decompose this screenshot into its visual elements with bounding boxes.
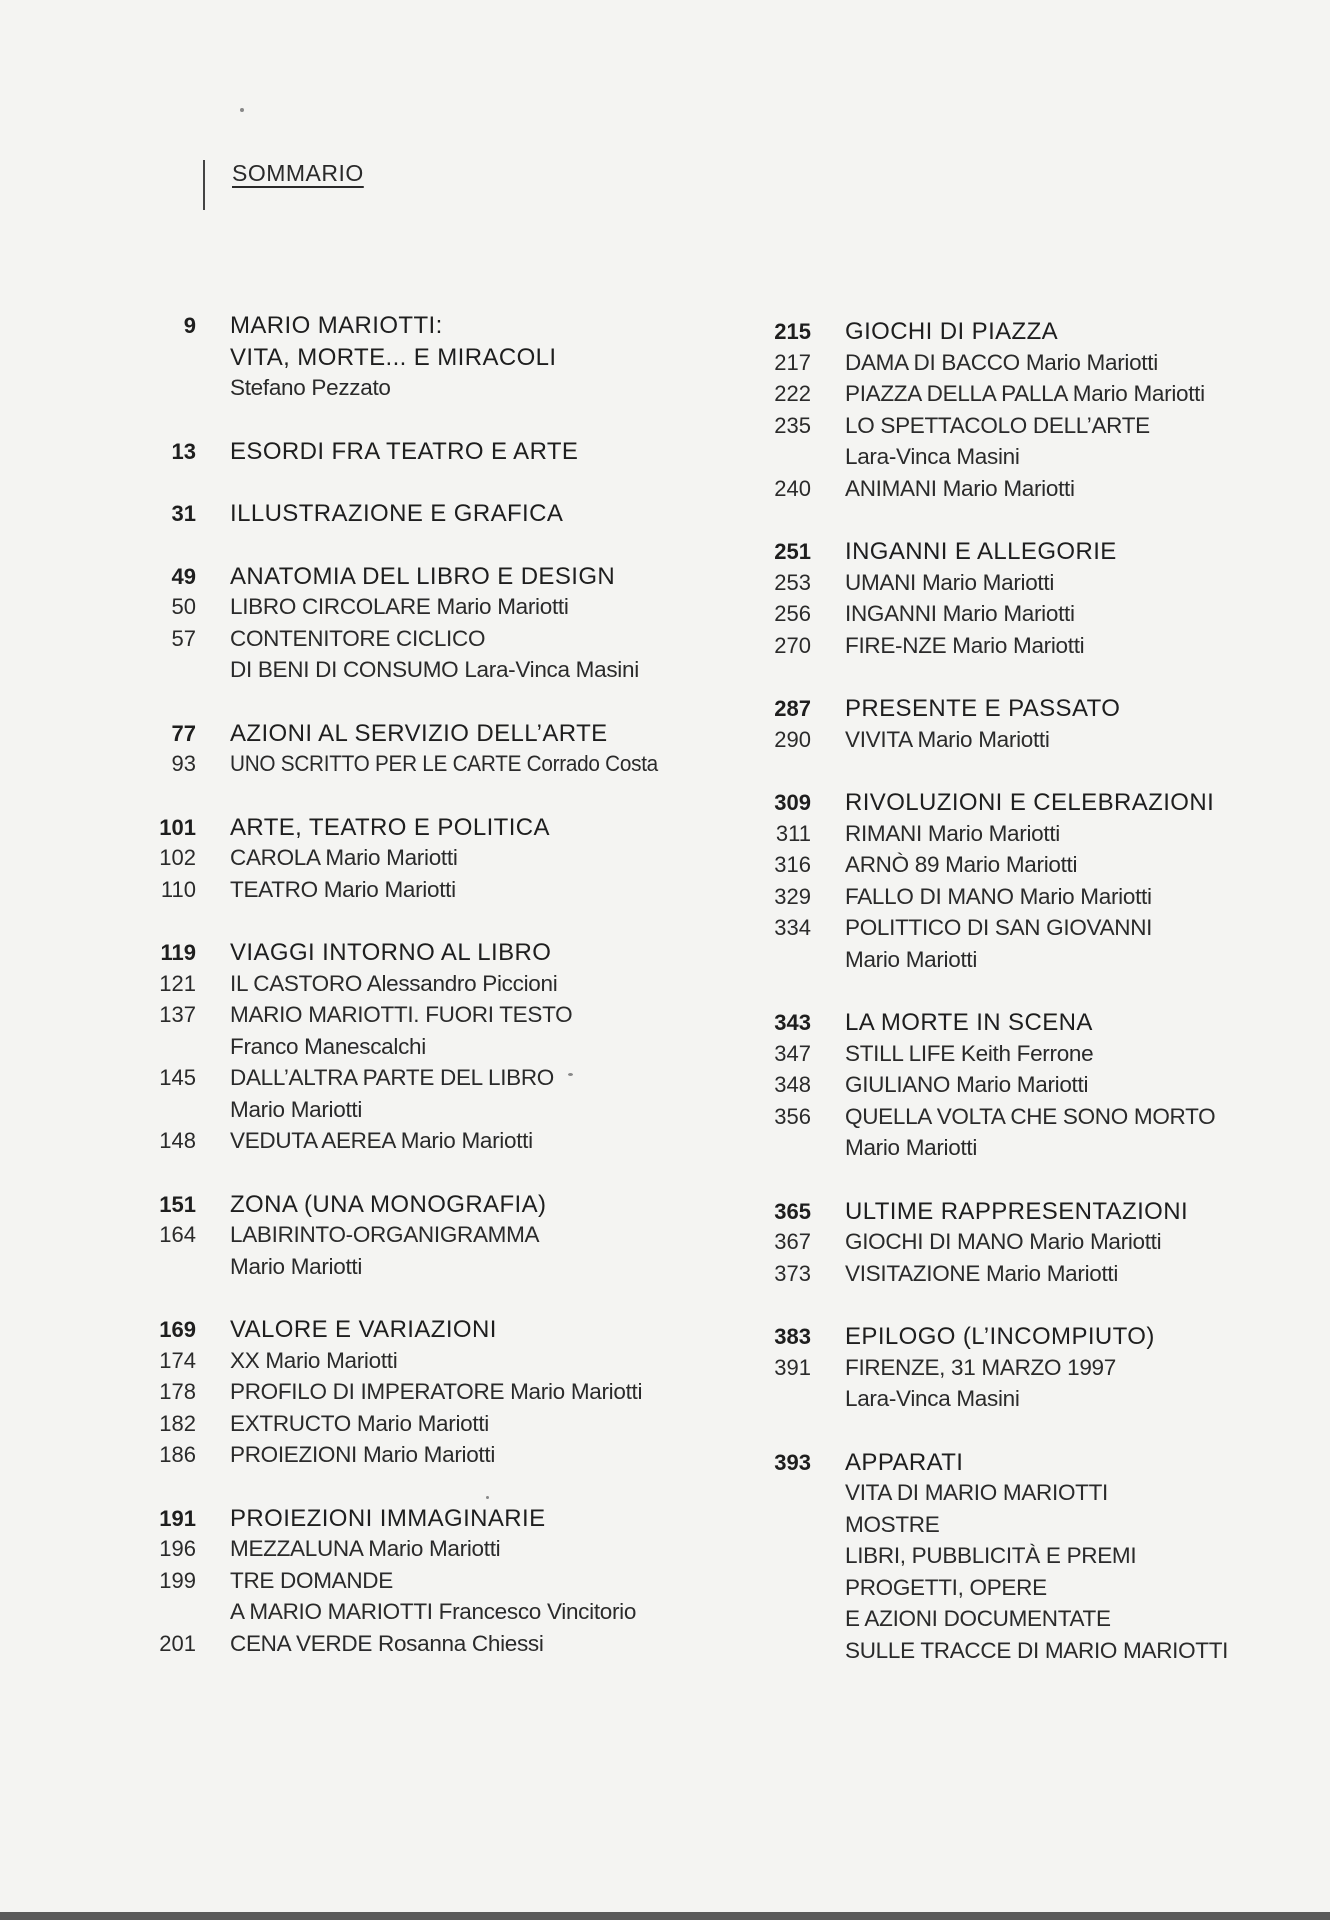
page-number: 329: [774, 883, 811, 909]
toc-entry: [755, 350, 1315, 382]
entry-title: Mario Mariotti: [230, 1253, 363, 1279]
toc-entry: [755, 727, 1315, 759]
page-number: 343: [774, 1010, 811, 1035]
toc-entry: [755, 1575, 1315, 1607]
toc-entry: [755, 601, 1315, 633]
entry-title: ULTIME RAPPRESENTAZIONI: [845, 1197, 1189, 1225]
entry-title: Franco Manescalchi: [230, 1033, 426, 1059]
toc-section-heading: [755, 789, 1315, 821]
toc-entry: [755, 884, 1315, 916]
toc-entry: [140, 594, 660, 626]
page-number: 174: [159, 1347, 196, 1373]
toc-entry: [755, 1261, 1315, 1293]
toc-section-heading: [140, 500, 660, 532]
entry-title: Lara-Vinca Masini: [845, 444, 1020, 469]
toc-entry: [140, 971, 660, 1003]
toc-entry: [755, 947, 1315, 979]
toc-entry: [140, 1411, 660, 1443]
toc-entry: [140, 1442, 660, 1474]
entry-title: Stefano Pezzato: [230, 375, 391, 400]
entry-title: EXTRUCTO Mario Mariotti: [230, 1410, 489, 1436]
entry-title: PROIEZIONI Mario Mariotti: [230, 1442, 496, 1467]
toc-section-heading: [140, 720, 660, 752]
toc-entry: [755, 633, 1315, 665]
toc-section: [755, 318, 1315, 507]
toc-entry: [755, 381, 1315, 413]
toc-entry: [140, 1348, 660, 1380]
toc-entry: [140, 1599, 660, 1631]
entry-title: VIVITA Mario Mariotti: [845, 726, 1050, 752]
entry-title: VALORE E VARIAZIONI: [230, 1316, 497, 1343]
toc-entry: [755, 915, 1315, 947]
entry-title: ANIMANI Mario Mariotti: [845, 475, 1075, 501]
page-number: 50: [171, 594, 196, 619]
entry-title: UMANI Mario Mariotti: [845, 569, 1055, 595]
page-number: 121: [159, 970, 196, 996]
entry-title: POLITTICO DI SAN GIOVANNI: [845, 915, 1153, 940]
toc-section-heading: [755, 318, 1315, 350]
page-number: 347: [774, 1040, 811, 1066]
entry-title: VITA, MORTE... E MIRACOLI: [230, 343, 557, 371]
toc-section-heading: [755, 1198, 1315, 1230]
page-number: 391: [774, 1354, 811, 1380]
entry-title: CONTENITORE CICLICO: [230, 625, 486, 651]
entry-title: LABIRINTO-ORGANIGRAMMA: [230, 1222, 540, 1247]
page-number: 222: [774, 381, 811, 406]
page-number: 137: [159, 1002, 196, 1027]
toc-entry: [140, 1222, 660, 1254]
entry-title: LIBRO CIRCOLARE Mario Mariotti: [230, 594, 569, 619]
toc-right-column: [755, 318, 1315, 1700]
entry-title: FIRE-NZE Mario Mariotti: [845, 632, 1085, 658]
entry-title: GIULIANO Mario Mariotti: [845, 1072, 1089, 1097]
entry-title: LA MORTE IN SCENA: [845, 1009, 1093, 1036]
toc-entry: [140, 845, 660, 877]
entry-title: Mario Mariotti: [230, 1096, 363, 1122]
toc-section-heading: [140, 814, 660, 846]
entry-title: EPILOGO (L’INCOMPIUTO): [845, 1323, 1155, 1350]
toc-left-column: [140, 312, 660, 1693]
page-number: 309: [774, 790, 811, 815]
toc-section-heading: [140, 312, 660, 344]
page-number: 215: [774, 319, 811, 344]
entry-title: DALL’ALTRA PARTE DEL LIBRO: [230, 1065, 554, 1090]
page-number: 235: [774, 412, 811, 438]
toc-section-heading: [140, 563, 660, 595]
toc-entry: [140, 1065, 660, 1097]
entry-title: VISITAZIONE Mario Mariotti: [845, 1260, 1119, 1286]
entry-title: ARTE, TEATRO E POLITICA: [230, 813, 550, 841]
entry-title: Mario Mariotti: [845, 946, 978, 972]
entry-title: FIRENZE, 31 MARZO 1997: [845, 1354, 1116, 1380]
toc-entry: [140, 877, 660, 909]
page-number: 191: [159, 1505, 196, 1531]
toc-section: [755, 789, 1315, 978]
entry-title: ANATOMIA DEL LIBRO E DESIGN: [230, 562, 616, 590]
entry-title: VEDUTA AEREA Mario Mariotti: [230, 1128, 533, 1153]
toc-entry: [755, 1606, 1315, 1638]
toc-entry: [140, 626, 660, 658]
toc-entry: [140, 1631, 660, 1663]
page-number: 311: [775, 820, 811, 846]
toc-section: [140, 438, 660, 470]
entry-title: LIBRI, PUBBLICITÀ E PREMI: [845, 1543, 1137, 1568]
toc-section: [140, 1505, 660, 1663]
toc-entry: [755, 1135, 1315, 1167]
toc-section: [140, 939, 660, 1160]
toc-entry: [755, 1355, 1315, 1387]
toc-entry: [755, 476, 1315, 508]
toc-entry: [755, 1072, 1315, 1104]
page-number: 251: [774, 539, 811, 564]
entry-title: IL CASTORO Alessandro Piccioni: [230, 970, 558, 996]
page-number: 196: [159, 1536, 196, 1561]
entry-title: SULLE TRACCE DI MARIO MARIOTTI: [845, 1637, 1229, 1663]
toc-section: [140, 500, 660, 532]
page-number: 182: [159, 1410, 196, 1436]
entry-title: Mario Mariotti: [845, 1135, 978, 1160]
toc-section: [140, 1316, 660, 1474]
page-number: 31: [171, 501, 196, 526]
entry-title: DAMA DI BACCO Mario Mariotti: [845, 349, 1158, 375]
entry-title: PIAZZA DELLA PALLA Mario Mariotti: [845, 381, 1205, 406]
entry-title: MEZZALUNA Mario Mariotti: [230, 1536, 501, 1561]
page-number: 101: [159, 814, 196, 840]
toc-entry: [755, 1229, 1315, 1261]
paper-speck: [240, 108, 244, 112]
title-rule: [203, 160, 205, 210]
entry-title: QUELLA VOLTA CHE SONO MORTO: [845, 1103, 1216, 1129]
toc-section-heading: [140, 1191, 660, 1223]
toc-entry: [140, 1568, 660, 1600]
toc-section-heading: [140, 1505, 660, 1537]
page-number: 217: [774, 349, 811, 375]
toc-entry: [755, 821, 1315, 853]
toc-entry: [755, 413, 1315, 445]
toc-entry: [755, 852, 1315, 884]
entry-title: DI BENI DI CONSUMO Lara-Vinca Masini: [230, 657, 639, 682]
page-number: 186: [159, 1442, 196, 1467]
page-number: 290: [774, 726, 811, 752]
entry-title: VIAGGI INTORNO AL LIBRO: [230, 939, 552, 966]
toc-entry: [140, 1097, 660, 1129]
entry-title: PRESENTE E PASSATO: [845, 695, 1121, 722]
entry-title: APPARATI: [845, 1448, 964, 1476]
entry-title: XX Mario Mariotti: [230, 1347, 398, 1373]
page-number: 178: [159, 1379, 196, 1404]
toc-section: [755, 1009, 1315, 1167]
toc-entry: [140, 1379, 660, 1411]
scan-edge: [0, 1912, 1330, 1920]
toc-section: [140, 312, 660, 407]
page-number: 316: [774, 852, 811, 877]
page-number: 9: [183, 313, 196, 338]
toc-entry: [140, 751, 660, 783]
entry-title: Lara-Vinca Masini: [845, 1386, 1020, 1411]
entry-title: PROFILO DI IMPERATORE Mario Mariotti: [230, 1379, 643, 1404]
page-number: 49: [171, 563, 196, 589]
page-number: 240: [774, 475, 811, 501]
paper-speck: [568, 1073, 573, 1076]
toc-section-heading: [755, 1009, 1315, 1041]
toc-section-heading: [755, 1323, 1315, 1355]
page-number: 169: [159, 1317, 196, 1342]
toc-entry: [755, 1104, 1315, 1136]
toc-entry: [140, 1254, 660, 1286]
entry-title: TEATRO Mario Mariotti: [230, 876, 456, 902]
entry-title: TRE DOMANDE: [230, 1567, 393, 1593]
toc-entry: [755, 570, 1315, 602]
page-number: 102: [159, 845, 196, 870]
page-number: 199: [159, 1567, 196, 1593]
toc-section: [755, 1323, 1315, 1418]
entry-title: VITA DI MARIO MARIOTTI: [845, 1480, 1108, 1505]
page-number: 164: [159, 1222, 196, 1247]
toc-entry: [755, 1543, 1315, 1575]
toc-section: [755, 1198, 1315, 1293]
entry-title: ESORDI FRA TEATRO E ARTE: [230, 437, 579, 465]
entry-title: ILLUSTRAZIONE E GRAFICA: [230, 500, 564, 527]
toc-entry: [140, 657, 660, 689]
toc-section-heading: [755, 538, 1315, 570]
page-number: 13: [171, 438, 196, 464]
page-number: 145: [159, 1065, 196, 1090]
entry-title: UNO SCRITTO PER LE CARTE Corrado Costa: [230, 751, 658, 776]
toc-section: [755, 538, 1315, 664]
page-number: 287: [774, 696, 811, 721]
entry-title: A MARIO MARIOTTI Francesco Vincitorio: [230, 1599, 637, 1624]
toc-entry: [140, 375, 660, 407]
entry-title: CAROLA Mario Mariotti: [230, 845, 458, 870]
page-number: 383: [774, 1324, 811, 1349]
page-number: 348: [774, 1072, 811, 1097]
page-number: 365: [774, 1198, 811, 1224]
page-number: 393: [774, 1449, 811, 1475]
toc-section-heading: [140, 1316, 660, 1348]
toc-section-heading: [755, 695, 1315, 727]
entry-title: MOSTRE: [845, 1511, 940, 1537]
toc-section: [755, 1449, 1315, 1670]
entry-title: ARNÒ 89 Mario Mariotti: [845, 852, 1078, 877]
toc-entry: [755, 1386, 1315, 1418]
toc-section: [140, 720, 660, 783]
entry-title: GIOCHI DI MANO Mario Mariotti: [845, 1229, 1162, 1254]
page-number: 253: [774, 569, 811, 595]
entry-title: RIMANI Mario Mariotti: [845, 820, 1060, 846]
page-number: 367: [774, 1229, 811, 1254]
entry-title: MARIO MARIOTTI. FUORI TESTO: [230, 1002, 573, 1027]
entry-title: PROGETTI, OPERE: [845, 1574, 1047, 1600]
page-number: 334: [774, 915, 811, 940]
entry-title: FALLO DI MANO Mario Mariotti: [845, 883, 1152, 909]
page-number: 119: [160, 940, 196, 965]
toc-entry: [755, 1638, 1315, 1670]
entry-title: GIOCHI DI PIAZZA: [845, 318, 1059, 345]
entry-title: MARIO MARIOTTI:: [230, 312, 443, 339]
toc-section-heading: [140, 939, 660, 971]
toc-entry: [755, 1512, 1315, 1544]
page-number: 201: [159, 1630, 196, 1656]
toc-entry: [755, 444, 1315, 476]
entry-title: ZONA (UNA MONOGRAFIA): [230, 1190, 547, 1218]
entry-title: E AZIONI DOCUMENTATE: [845, 1606, 1111, 1631]
page-number: 93: [171, 751, 196, 776]
toc-section: [140, 1191, 660, 1286]
entry-title: PROIEZIONI IMMAGINARIE: [230, 1504, 546, 1532]
page-number: 373: [774, 1260, 811, 1286]
toc-section: [140, 814, 660, 909]
entry-title: LO SPETTACOLO DELL’ARTE: [845, 412, 1150, 438]
paper-speck: [486, 1496, 489, 1499]
page-number: 110: [160, 876, 196, 902]
toc-entry: [140, 1128, 660, 1160]
page-title: SOMMARIO: [232, 160, 364, 186]
page-number: 270: [774, 632, 811, 658]
entry-title: CENA VERDE Rosanna Chiessi: [230, 1630, 544, 1656]
page-number: 57: [171, 625, 196, 651]
page-number: 151: [159, 1191, 196, 1217]
toc-entry: [140, 1536, 660, 1568]
toc-section: [140, 563, 660, 689]
toc-entry: [755, 1480, 1315, 1512]
page-number: 256: [774, 601, 811, 626]
toc-entry: [140, 1034, 660, 1066]
entry-title: INGANNI E ALLEGORIE: [845, 538, 1117, 565]
page-number: 148: [159, 1128, 196, 1153]
toc-entry: [755, 1041, 1315, 1073]
page-number: 77: [171, 720, 196, 746]
page-number: 356: [774, 1103, 811, 1129]
entry-title: RIVOLUZIONI E CELEBRAZIONI: [845, 789, 1215, 816]
toc-section-heading: [755, 1449, 1315, 1481]
toc-section-heading: [140, 438, 660, 470]
toc-section-heading: [140, 344, 660, 376]
entry-title: INGANNI Mario Mariotti: [845, 601, 1075, 626]
entry-title: STILL LIFE Keith Ferrone: [845, 1040, 1094, 1066]
toc-section: [755, 695, 1315, 758]
toc-entry: [140, 1002, 660, 1034]
entry-title: AZIONI AL SERVIZIO DELL’ARTE: [230, 719, 608, 747]
